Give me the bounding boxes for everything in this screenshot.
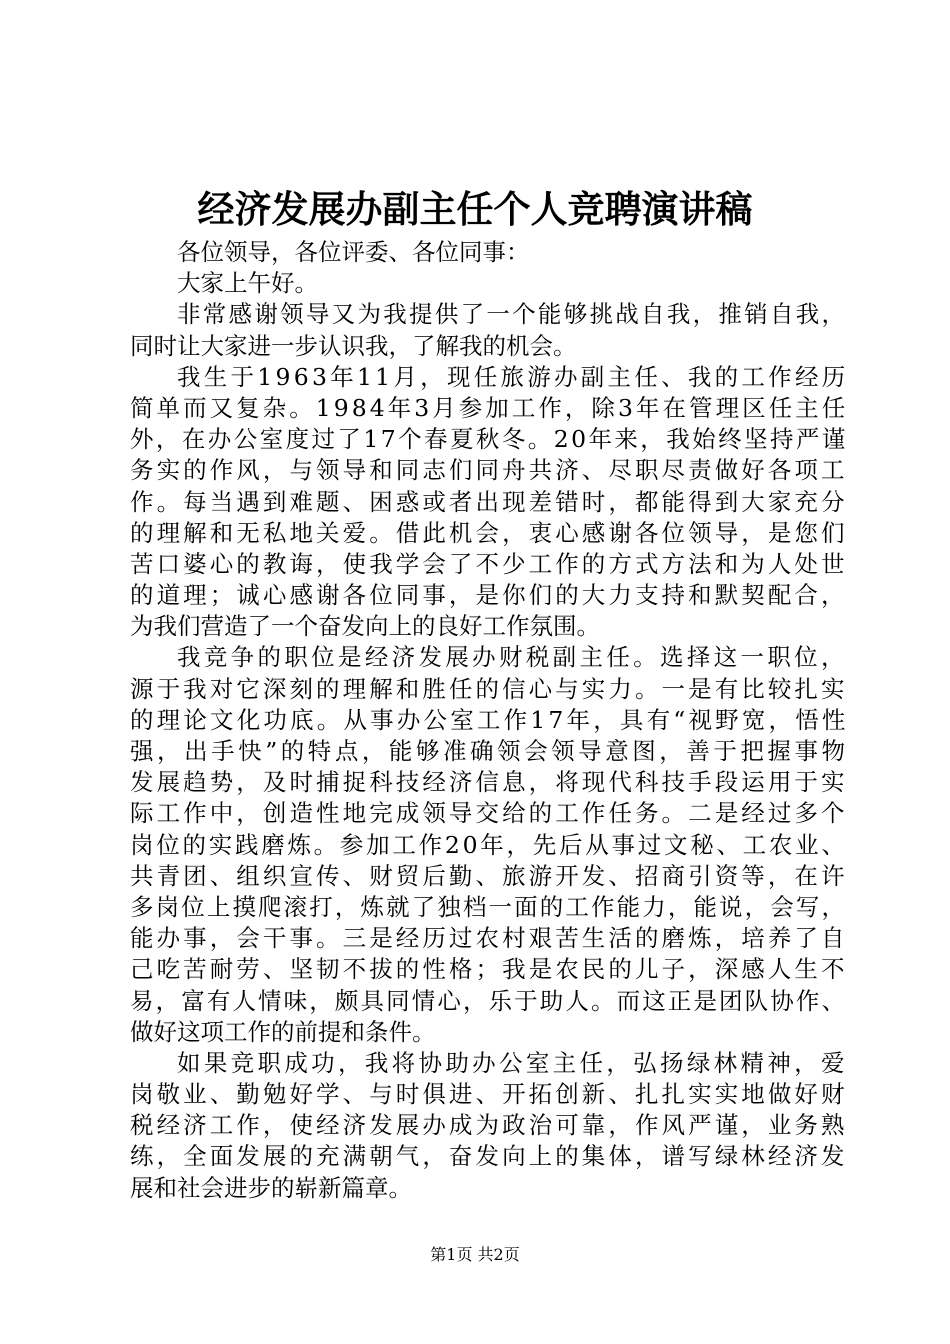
body-line: 大家上午好。 <box>177 269 318 298</box>
body-line: 岗位的实践磨炼。参加工作20年，先后从事过文秘、工农业、 <box>130 830 848 859</box>
body-line: 练，全面发展的充满朝气，奋发向上的集体，谱写绿林经济发 <box>130 1142 848 1171</box>
document-title: 经济发展办副主任个人竞聘演讲稿 <box>197 187 753 231</box>
body-line: 己吃苦耐劳、坚韧不拔的性格；我是农民的儿子，深感人生不 <box>130 955 848 984</box>
body-line: 如果竞职成功，我将协助办公室主任，弘扬绿林精神，爱 <box>177 1048 848 1077</box>
document-body <box>130 237 849 1204</box>
body-line: 外，在办公室度过了17个春夏秋冬。20年来，我始终坚持严谨 <box>130 425 848 454</box>
body-line: 的理论文化功底。从事办公室工作17年，具有“视野宽，悟性 <box>130 705 849 734</box>
body-line: 岗敬业、勤勉好学、与时俱进、开拓创新、扎扎实实地做好财 <box>130 1080 848 1109</box>
body-line: 展和社会进步的崭新篇章。 <box>130 1173 412 1202</box>
body-line: 同时让大家进一步认识我，了解我的机会。 <box>130 331 577 360</box>
body-line: 我竞争的职位是经济发展办财税副主任。选择这一职位， <box>177 643 848 672</box>
body-line: 能办事，会干事。三是经历过农村艰苦生活的磨炼，培养了自 <box>130 924 848 953</box>
body-line: 非常感谢领导又为我提供了一个能够挑战自我，推销自我， <box>177 300 848 329</box>
page-footer: 第1页 共2页 <box>430 1245 520 1264</box>
body-line: 际工作中，创造性地完成领导交给的工作任务。二是经过多个 <box>130 799 848 828</box>
body-line: 的理解和无私地关爱。借此机会，衷心感谢各位领导，是您们 <box>130 518 848 547</box>
body-line: 易，富有人情味，颇具同情心，乐于助人。而这正是团队协作、 <box>130 986 848 1015</box>
body-line: 源于我对它深刻的理解和胜任的信心与实力。一是有比较扎实 <box>130 674 848 703</box>
body-line: 多岗位上摸爬滚打，炼就了独档一面的工作能力，能说，会写， <box>130 892 848 921</box>
body-line: 为我们营造了一个奋发向上的良好工作氛围。 <box>130 612 600 641</box>
body-line: 苦口婆心的教诲，使我学会了不少工作的方式方法和为人处世 <box>130 549 848 578</box>
body-line: 务实的作风，与领导和同志们同舟共济、尽职尽责做好各项工 <box>130 456 848 485</box>
body-line: 做好这项工作的前提和条件。 <box>130 1017 436 1046</box>
body-line: 作。每当遇到难题、困惑或者出现差错时，都能得到大家充分 <box>130 487 848 516</box>
body-line: 税经济工作，使经济发展办成为政治可靠，作风严谨，业务熟 <box>130 1111 848 1140</box>
body-line: 简单而又复杂。1984年3月参加工作，除3年在管理区任主任 <box>130 393 849 422</box>
body-line: 发展趋势，及时捕捉科技经济信息，将现代科技手段运用于实 <box>130 768 848 797</box>
body-line: 的道理；诚心感谢各位同事，是你们的大力支持和默契配合， <box>130 581 848 610</box>
body-line: 强，出手快”的特点，能够准确领会领导意图，善于把握事物 <box>130 737 849 765</box>
body-line: 各位领导，各位评委、各位同事： <box>177 238 530 266</box>
body-line: 我生于1963年11月，现任旅游办副主任、我的工作经历 <box>177 362 849 391</box>
body-line: 共青团、组织宣传、财贸后勤、旅游开发、招商引资等，在许 <box>130 861 848 890</box>
